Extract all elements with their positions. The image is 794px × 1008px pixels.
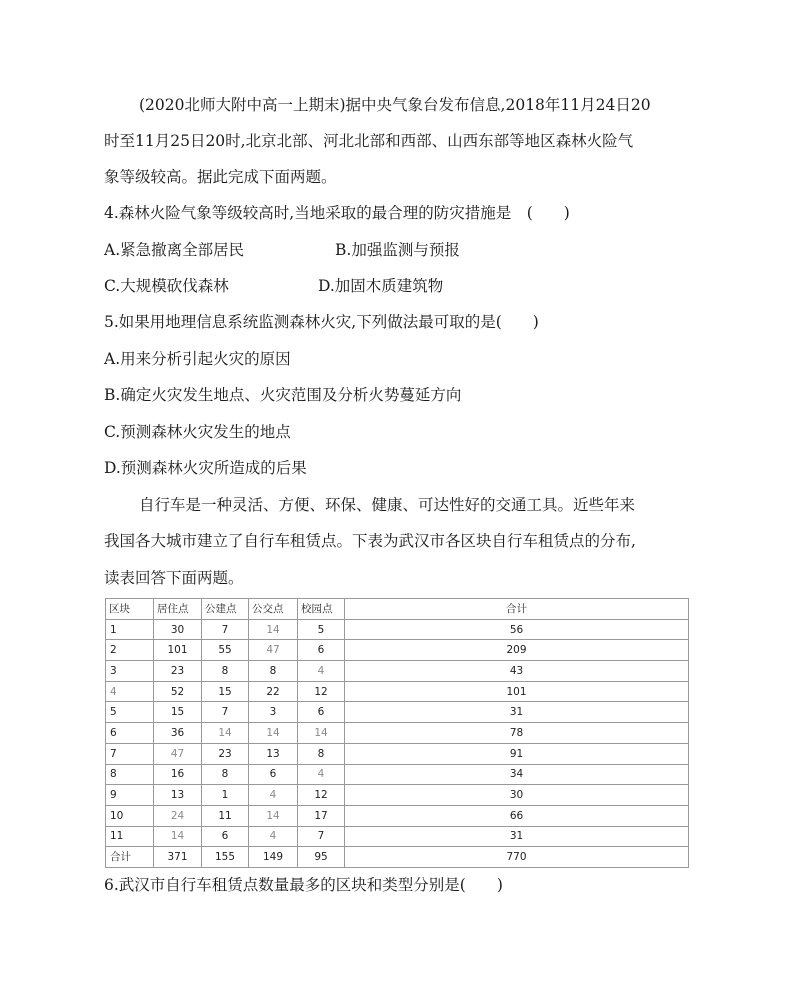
question-5-stem: 5.如果用地理信息系统监测森林火灾,下列做法最可取的是( ): [104, 313, 539, 331]
table-cell: 47: [154, 743, 202, 764]
question-5-option-a: A.用来分析引起火灾的原因: [104, 350, 291, 368]
table-cell: 31: [345, 702, 689, 723]
table-row: [106, 764, 689, 785]
table-cell: 371: [154, 847, 202, 868]
passage2-line2: 我国各大城市建立了自行车租赁点。下表为武汉市各区块自行车租赁点的分布,: [104, 532, 636, 550]
table-cell: 95: [298, 847, 345, 868]
table-header-cell: 居住点: [154, 599, 202, 620]
table-cell: 6: [106, 723, 154, 744]
table-cell: 209: [345, 640, 689, 661]
table-cell: 14: [249, 723, 298, 744]
table-cell: 14: [298, 723, 345, 744]
table-cell: 6: [202, 826, 249, 847]
table-cell: 14: [249, 619, 298, 640]
table-cell: 23: [154, 661, 202, 682]
table-cell: 7: [298, 826, 345, 847]
passage2-line3: 读表回答下面两题。: [104, 569, 244, 587]
question-5-option-c: C.预测森林火灾发生的地点: [104, 423, 291, 441]
passage1-line2: 时至11月25日20时,北京北部、河北北部和西部、山西东部等地区森林火险气: [104, 132, 634, 150]
table-row: [106, 826, 689, 847]
table-cell: 14: [249, 805, 298, 826]
question-4-option-c: C.大规模砍伐森林: [104, 277, 229, 295]
question-4-option-d: D.加固木质建筑物: [318, 277, 444, 295]
table-cell: 4: [298, 764, 345, 785]
table-cell: 15: [202, 681, 249, 702]
table-cell: 8: [249, 661, 298, 682]
table-cell: 9: [106, 785, 154, 806]
table-cell: 6: [249, 764, 298, 785]
table-cell: 56: [345, 619, 689, 640]
table-cell: 31: [345, 826, 689, 847]
passage2-line1: 自行车是一种灵活、方便、环保、健康、可达性好的交通工具。近些年来: [139, 496, 636, 514]
table-cell: 8: [202, 764, 249, 785]
table-header-cell: 合计: [345, 599, 689, 620]
table-cell: 14: [202, 723, 249, 744]
question-5-option-b: B.确定火灾发生地点、火灾范围及分析火势蔓延方向: [104, 386, 462, 404]
table-cell: 52: [154, 681, 202, 702]
table-cell: 合计: [106, 847, 154, 868]
table-cell: 66: [345, 805, 689, 826]
table-cell: 12: [298, 681, 345, 702]
table-cell: 22: [249, 681, 298, 702]
question-4-option-b: B.加强监测与预报: [335, 241, 460, 259]
table-row: [106, 805, 689, 826]
table-cell: 11: [106, 826, 154, 847]
table-row: [106, 661, 689, 682]
table-cell: 1: [106, 619, 154, 640]
question-4-stem: 4.森林火险气象等级较高时,当地采取的最合理的防灾措施是 ( ): [104, 204, 570, 222]
table-cell: 2: [106, 640, 154, 661]
table-cell: 47: [249, 640, 298, 661]
table-cell: 10: [106, 805, 154, 826]
table-cell: 30: [345, 785, 689, 806]
table-cell: 8: [106, 764, 154, 785]
table-cell: 23: [202, 743, 249, 764]
table-row: [106, 640, 689, 661]
table-header-cell: 区块: [106, 599, 154, 620]
table-cell: 34: [345, 764, 689, 785]
table-row: [106, 702, 689, 723]
table-cell: 16: [154, 764, 202, 785]
question-4-option-a: A.紧急撤离全部居民: [104, 241, 245, 259]
table-cell: 5: [106, 702, 154, 723]
table-cell: 1: [202, 785, 249, 806]
question-6-stem: 6.武汉市自行车租赁点数量最多的区块和类型分别是( ): [104, 876, 503, 894]
table-cell: 36: [154, 723, 202, 744]
table-row: [106, 619, 689, 640]
table-cell: 15: [154, 702, 202, 723]
table-total-row: [106, 847, 689, 868]
table-cell: 4: [106, 681, 154, 702]
table-cell: 24: [154, 805, 202, 826]
table-cell: 11: [202, 805, 249, 826]
table-cell: 4: [249, 785, 298, 806]
passage1-line3: 象等级较高。据此完成下面两题。: [104, 168, 337, 186]
table-row: [106, 785, 689, 806]
table-cell: 78: [345, 723, 689, 744]
table-cell: 55: [202, 640, 249, 661]
table-cell: 4: [249, 826, 298, 847]
table-cell: 8: [298, 743, 345, 764]
table-cell: 13: [249, 743, 298, 764]
table-row: [106, 723, 689, 744]
table-row: [106, 743, 689, 764]
table-row: [106, 681, 689, 702]
table-cell: 13: [154, 785, 202, 806]
table-header-cell: 公交点: [249, 599, 298, 620]
table-cell: 43: [345, 661, 689, 682]
table-cell: 5: [298, 619, 345, 640]
table-cell: 7: [106, 743, 154, 764]
table-cell: 3: [106, 661, 154, 682]
table-cell: 30: [154, 619, 202, 640]
table-cell: 91: [345, 743, 689, 764]
table-cell: 7: [202, 619, 249, 640]
table-cell: 17: [298, 805, 345, 826]
table-cell: 770: [345, 847, 689, 868]
table-cell: 7: [202, 702, 249, 723]
table-cell: 155: [202, 847, 249, 868]
bike-rental-table: [105, 598, 689, 868]
table-cell: 14: [154, 826, 202, 847]
passage1-line1: (2020北师大附中高一上期末)据中央气象台发布信息,2018年11月24日20: [139, 96, 651, 114]
table-cell: 3: [249, 702, 298, 723]
table-header-cell: 校园点: [298, 599, 345, 620]
table-cell: 101: [345, 681, 689, 702]
table-cell: 4: [298, 661, 345, 682]
table-cell: 12: [298, 785, 345, 806]
table-cell: 101: [154, 640, 202, 661]
table-cell: 8: [202, 661, 249, 682]
table-header-row: [106, 599, 689, 620]
table-cell: 149: [249, 847, 298, 868]
table-cell: 6: [298, 702, 345, 723]
table-cell: 6: [298, 640, 345, 661]
table-header-cell: 公建点: [202, 599, 249, 620]
question-5-option-d: D.预测森林火灾所造成的后果: [104, 459, 307, 477]
